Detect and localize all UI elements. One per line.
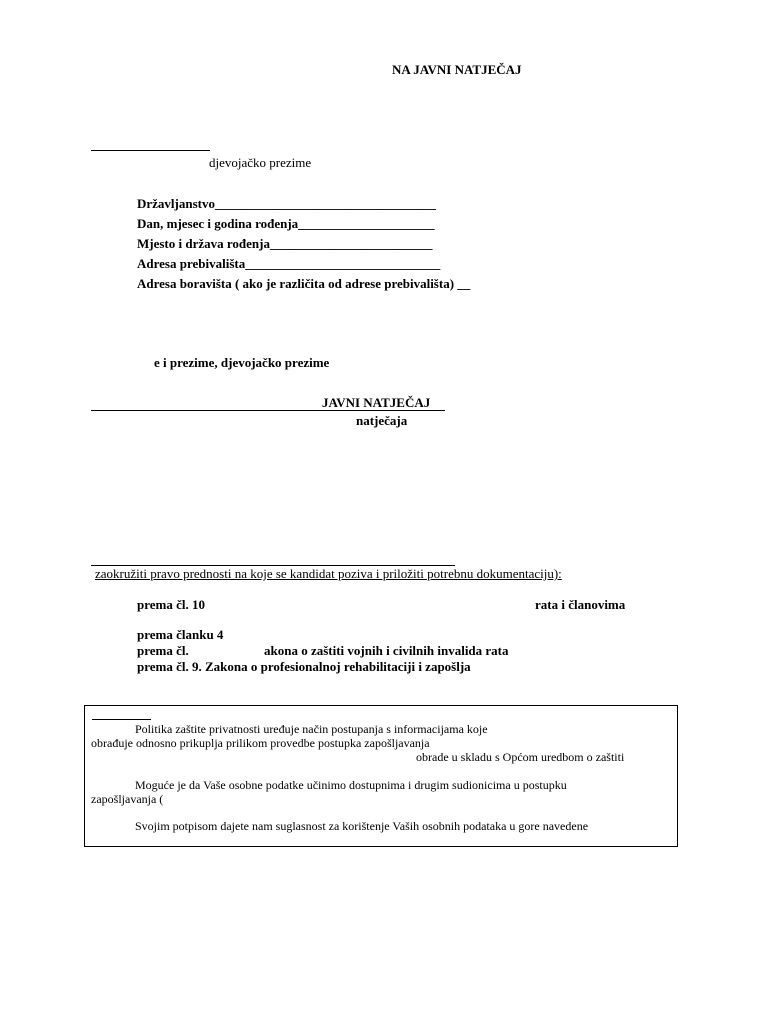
- residence-field: Adresa prebivališta______________________________: [137, 256, 441, 271]
- contest-heading: JAVNI NATJEČAJ: [322, 395, 431, 410]
- notice-para2-line-1: Moguće je da Vaše osobne podatke učinimo dostupnima i drugim sudionicima u postupku: [135, 778, 567, 792]
- notice-line-3: obrade u skladu s Općom uredbom o zaštiti: [416, 750, 625, 764]
- birth-place-field: Mjesto i država rođenja_________________________: [137, 236, 433, 251]
- notice-para3-line-1: Svojim potpisom dajete nam suglasnost za korištenje Vaših osobnih podataka u gore navedene: [135, 819, 589, 833]
- notice-line-2: obrađuje odnosno prikuplja prilikom provedbe postupka zapošljavanja: [91, 736, 430, 750]
- priority-item-3-law: akona o zaštiti vojnih i civilnih invalida rata: [264, 643, 509, 658]
- priority-item-1: prema čl. 10: [137, 597, 205, 612]
- name-maiden-label: e i prezime, djevojačko prezime: [154, 355, 330, 370]
- privacy-notice-box: [84, 705, 678, 847]
- name-underline: [91, 150, 210, 151]
- citizenship-field: Državljanstvo__________________________________: [137, 196, 436, 211]
- stay-address-field: Adresa boravišta ( ako je različita od adrese prebivališta) __: [137, 276, 471, 291]
- priority-item-3: prema čl.: [137, 643, 189, 658]
- priority-item-2: prema članku 4: [137, 627, 224, 642]
- maiden-name-label: djevojačko prezime: [209, 155, 312, 170]
- priority-item-4: prema čl. 9. Zakona o profesionalnoj rehabilitaciji i zapošlja: [137, 659, 471, 674]
- notice-line-1: Politika zaštite privatnosti uređuje način postupanja s informacijama koje: [135, 722, 488, 736]
- priority-instruction: zaokružiti pravo prednosti na koje se kandidat poziva i priložiti potrebnu dokumentaciju):: [95, 566, 562, 581]
- priority-item-1-right: rata i članovima: [535, 597, 626, 612]
- notice-para2-line-2: zapošljavanja (: [91, 792, 164, 806]
- birth-date-field: Dan, mjesec i godina rođenja_____________________: [137, 216, 435, 231]
- page-title: NA JAVNI NATJEČAJ: [392, 62, 522, 77]
- notice-footnote-line: [92, 719, 151, 720]
- contest-sub-label: natječaja: [356, 413, 408, 428]
